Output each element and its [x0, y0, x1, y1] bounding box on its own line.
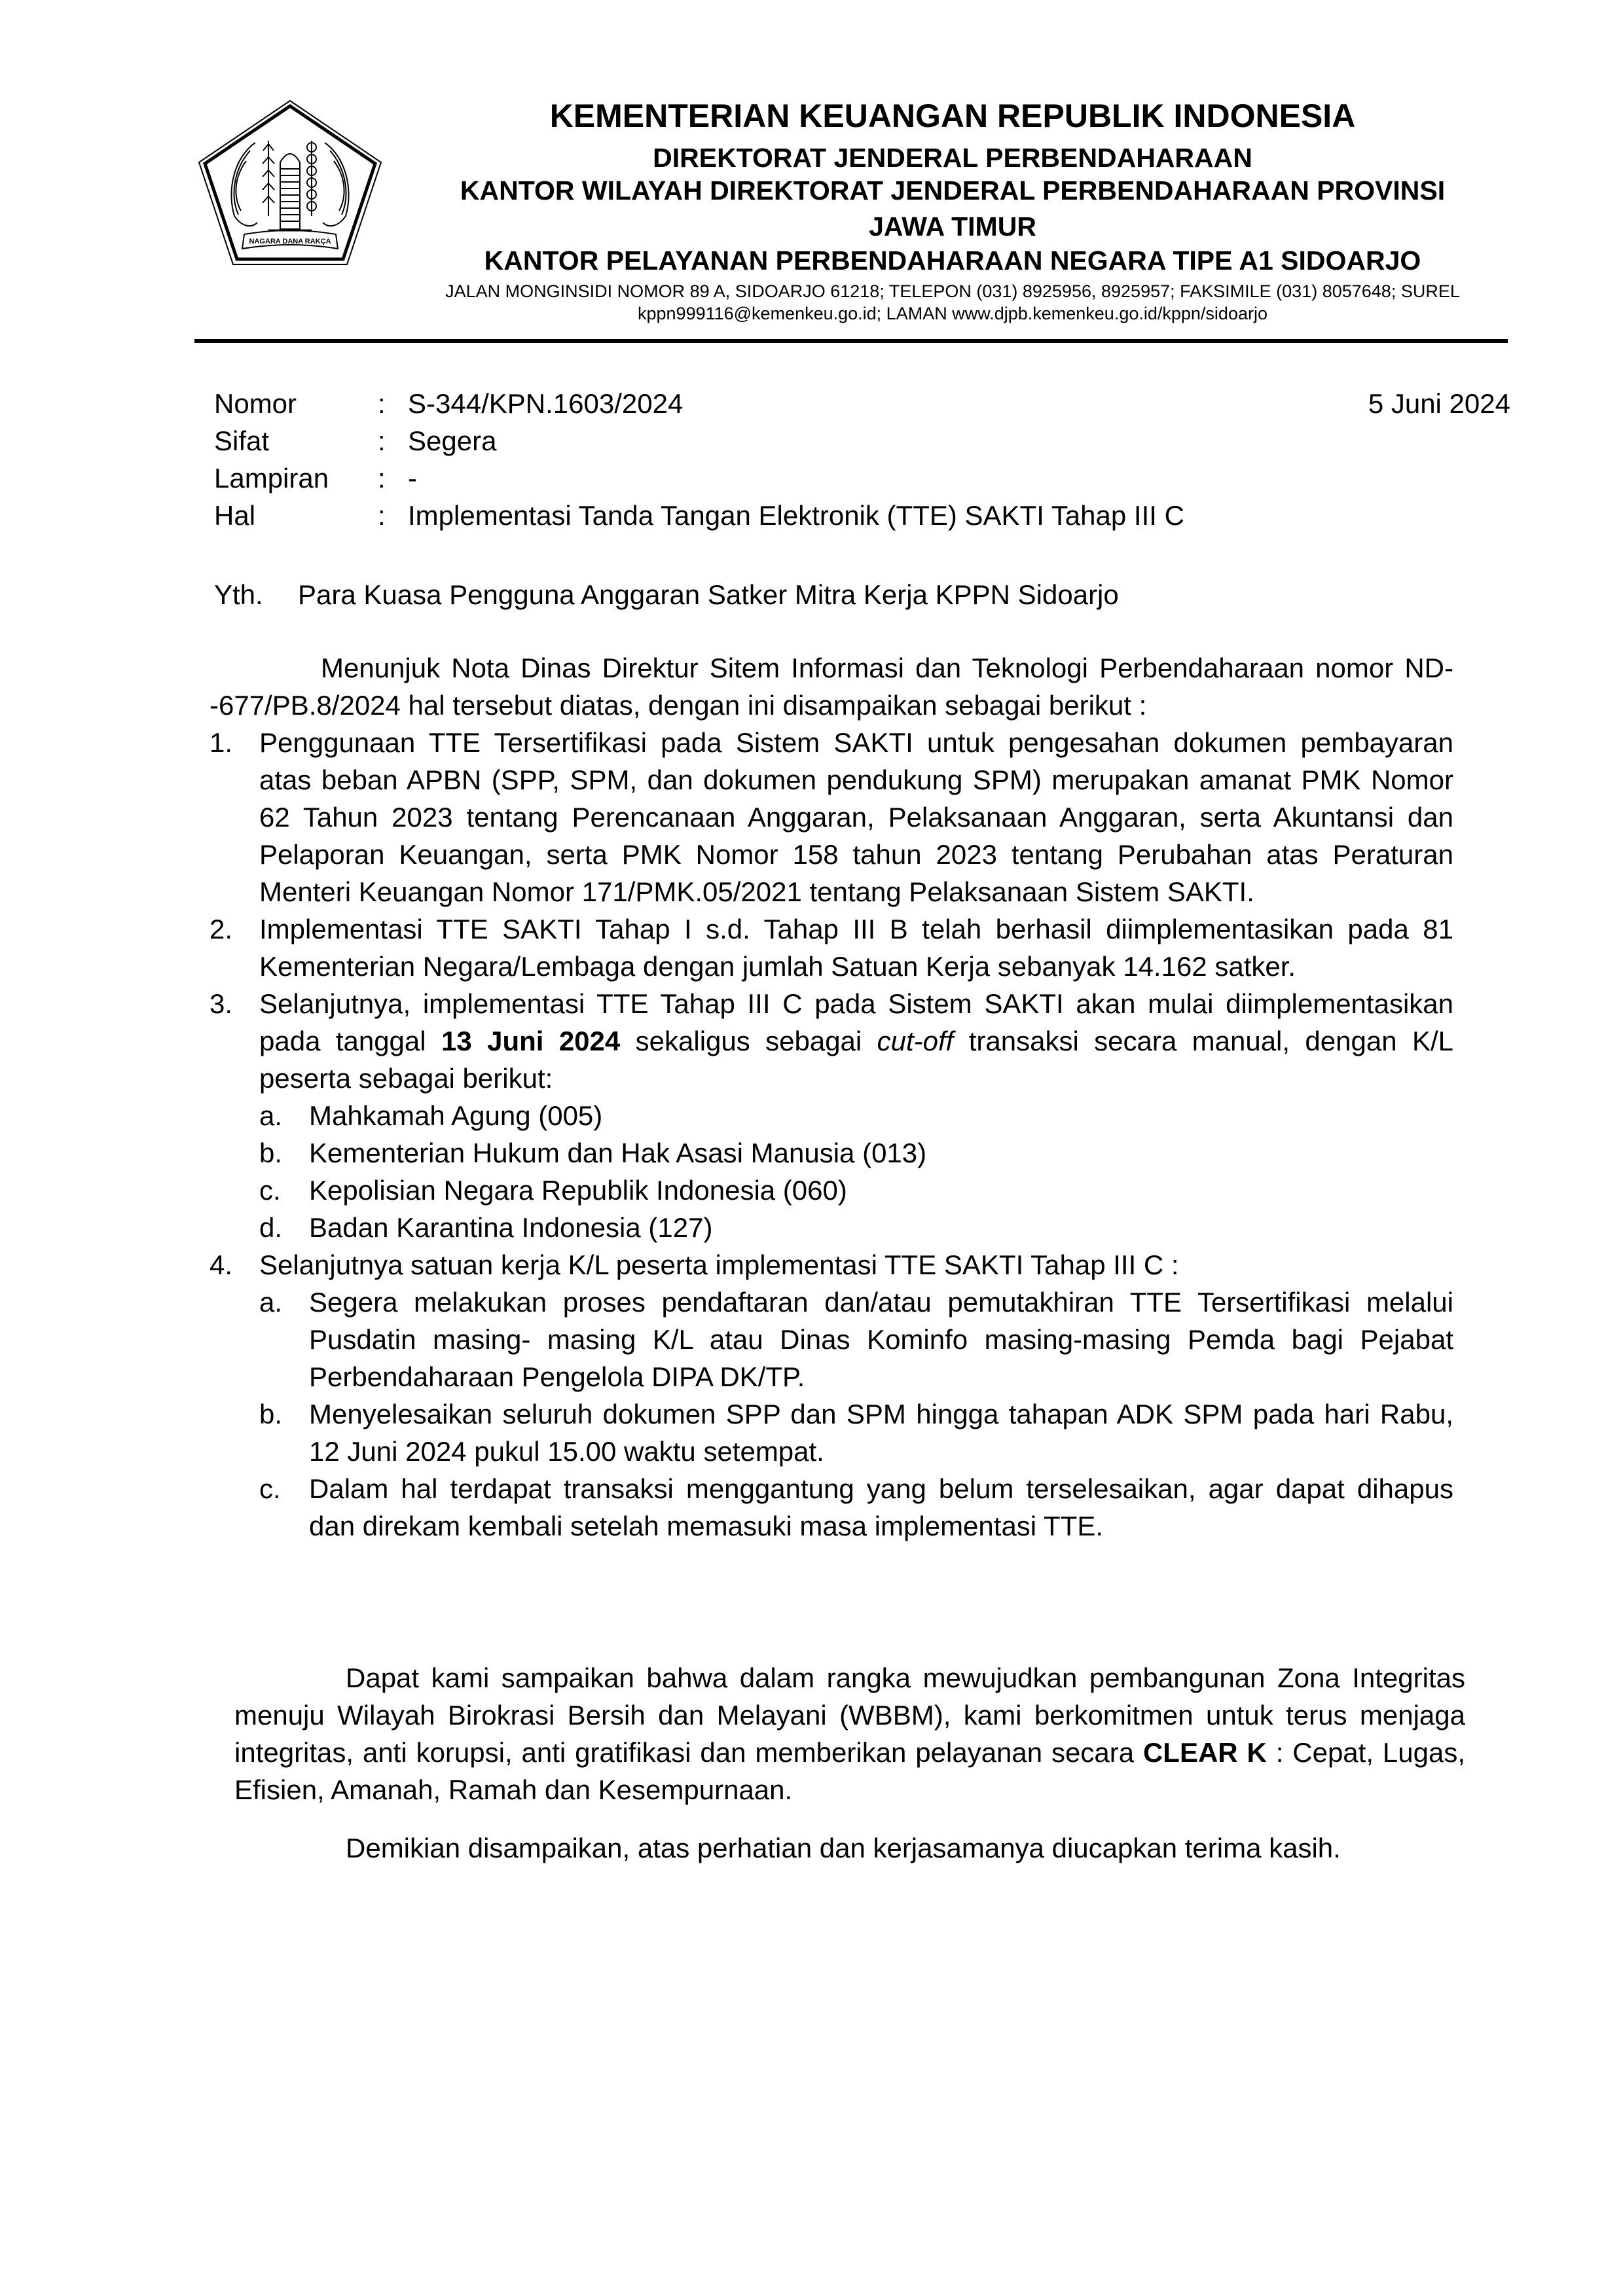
meta-row-lampiran	[214, 459, 1510, 497]
meta-colon: :	[378, 425, 386, 456]
intro-paragraph: Menunjuk Nota Dinas Direktur Sitem Informasi dan Teknologi Perbendaharaan nomor ND--677/PB.8/2024 hal tersebut diatas, dengan ini disampaikan sebagai berikut :	[210, 653, 1453, 721]
text-segment: sekaligus sebagai	[620, 1026, 877, 1056]
sub-list-text: Kepolisian Negara Republik Indonesia (060)	[309, 1175, 847, 1206]
text-segment: transaksi secara manual, dengan K/L peserta sebagai berikut:	[259, 1026, 1453, 1094]
sub-list-text: Kementerian Hukum dan Hak Asasi Manusia (013)	[309, 1138, 927, 1168]
letterhead-ministry: KEMENTERIAN KEUANGAN REPUBLIK INDONESIA	[549, 98, 1356, 134]
addressee	[214, 576, 1119, 613]
letterhead-province: JAWA TIMUR	[869, 211, 1036, 242]
text-segment: Dapat kami sampaikan bahwa dalam rangka mewujudkan pembangunan Zona Integritas menuju Wilayah Birokrasi Bersih dan Melayani (WBBM), kami berkomitmen untuk terus menjaga integritas, anti korupsi, anti gratifikasi dan memberikan pelayanan secara	[234, 1662, 1465, 1768]
meta-colon: :	[378, 500, 386, 531]
points-list	[210, 724, 1453, 1545]
sub-list-letter: a.	[259, 1287, 283, 1318]
sub-list-text: Segera melakukan proses pendaftaran dan/atau pemutakhiran TTE Tersertifikasi melalui Pusdatin masing- masing K/L atau Dinas Kominfo masing-masing Pemda bagi Pejabat Perbendaharaan Pengelola DIPA DK/TP.	[309, 1287, 1453, 1392]
sub-list-letter: d.	[259, 1212, 283, 1243]
list-number: 1.	[210, 727, 233, 758]
list-item	[210, 985, 1453, 1246]
letterhead-address: JALAN MONGINSIDI NOMOR 89 A, SIDOARJO 61218; TELEPON (031) 8925956, 8925957; FAKSIMILE (031) 8057648; SUREL	[445, 281, 1460, 301]
letter-subject: Implementasi Tanda Tangan Elektronik (TTE) SAKTI Tahap III C	[408, 500, 1184, 531]
text-segment: Selanjutnya, implementasi TTE Tahap III C pada Sistem SAKTI akan mulai diimplementasikan pada tanggal	[259, 988, 1453, 1056]
actions-list	[259, 1283, 1453, 1545]
cutoff-date: 13 Juni 2024	[441, 1026, 621, 1056]
list-text: Implementasi TTE SAKTI Tahap I s.d. Tahap III B telah berhasil diimplementasikan pada 81 Kementerian Negara/Lembaga dengan jumlah Satuan Kerja sebanyak 14.162 satker.	[259, 914, 1453, 982]
meta-label: Nomor	[214, 388, 297, 419]
sub-list-item	[259, 1395, 1453, 1470]
sub-list-text: Mahkamah Agung (005)	[309, 1100, 603, 1131]
sub-list-item	[259, 1172, 1453, 1209]
sub-list-item	[259, 1134, 1453, 1172]
sub-list-letter: c.	[259, 1175, 281, 1206]
closing-paragraph-integrity	[234, 1659, 1465, 1808]
list-text: Penggunaan TTE Tersertifikasi pada Sistem SAKTI untuk pengesahan dokumen pembayaran atas beban APBN (SPP, SPM, dan dokumen pendukung SPM) merupakan amanat PMK Nomor 62 Tahun 2023 tentang Perencanaan Anggaran, Pelaksanaan Anggaran, serta Akuntansi dan Pelaporan Keuangan, serta PMK Nomor 158 tahun 2023 tentang Perubahan atas Peraturan Menteri Keuangan Nomor 171/PMK.05/2021 tentang Pelaksanaan Sistem SAKTI.	[259, 727, 1453, 907]
meta-label: Lampiran	[214, 463, 329, 493]
sub-list-item	[259, 1283, 1453, 1395]
list-text	[259, 988, 1453, 1094]
list-item	[210, 910, 1453, 985]
list-item	[210, 724, 1453, 910]
letter-date: 5 Juni 2024	[1368, 388, 1510, 419]
sub-list-letter: b.	[259, 1399, 283, 1429]
meta-row-hal	[214, 497, 1510, 534]
meta-colon: :	[378, 388, 386, 419]
participants-list	[259, 1097, 1453, 1246]
clear-k-term: CLEAR K	[1142, 1737, 1267, 1768]
cutoff-term: cut-off	[877, 1026, 954, 1056]
letterhead-kppn: KANTOR PELAYANAN PERBENDAHARAAN NEGARA TIPE A1 SIDOARJO	[484, 245, 1421, 276]
list-item	[210, 1246, 1453, 1545]
text-segment: : Cepat, Lugas, Efisien, Amanah, Ramah dan Kesempurnaan.	[234, 1737, 1465, 1805]
letterhead-regional-office: KANTOR WILAYAH DIREKTORAT JENDERAL PERBENDAHARAAN PROVINSI	[460, 175, 1446, 206]
letterhead-contact: kppn999116@kemenkeu.go.id; LAMAN www.djpb.kemenkeu.go.id/kppn/sidoarjo	[638, 304, 1267, 323]
meta-label: Sifat	[214, 425, 270, 456]
sub-list-text: Dalam hal terdapat transaksi menggantung yang belum terselesaikan, agar dapat dihapus dan direkam kembali setelah memasuki masa implementasi TTE.	[309, 1473, 1453, 1541]
list-number: 2.	[210, 914, 233, 944]
sub-list-item	[259, 1470, 1453, 1545]
kemenkeu-emblem-icon	[195, 98, 385, 268]
sub-list-letter: b.	[259, 1138, 283, 1168]
letter-body	[210, 649, 1453, 1545]
meta-label: Hal	[214, 500, 256, 531]
sub-list-text: Badan Karantina Indonesia (127)	[309, 1212, 713, 1243]
sub-list-item	[259, 1097, 1453, 1134]
list-number: 4.	[210, 1249, 233, 1280]
letter-metadata	[214, 385, 1510, 534]
sub-list-letter: c.	[259, 1473, 281, 1504]
letter-attachment: -	[408, 463, 417, 493]
letter-number: S-344/KPN.1603/2024	[408, 388, 684, 419]
meta-colon: :	[378, 463, 386, 493]
letter-nature: Segera	[408, 425, 497, 456]
logo-motto: NAGARA DANA RAKÇA	[249, 238, 331, 245]
sub-list-item	[259, 1209, 1453, 1246]
letterhead-directorate: DIREKTORAT JENDERAL PERBENDAHARAAN	[653, 143, 1252, 173]
addressee-label: Yth.	[214, 579, 263, 610]
closing-paragraph-thanks: Demikian disampaikan, atas perhatian dan kerjasamanya diucapkan terima kasih.	[346, 1833, 1341, 1863]
addressee-value: Para Kuasa Pengguna Anggaran Satker Mitra Kerja KPPN Sidoarjo	[298, 579, 1119, 610]
sub-list-letter: a.	[259, 1100, 283, 1131]
meta-row-sifat	[214, 422, 1510, 459]
letterhead-divider	[194, 339, 1508, 343]
sub-list-text: Menyelesaikan seluruh dokumen SPP dan SPM hingga tahapan ADK SPM pada hari Rabu, 12 Juni 2024 pukul 15.00 waktu setempat.	[309, 1399, 1453, 1467]
list-number: 3.	[210, 988, 233, 1019]
meta-row-nomor	[214, 385, 1510, 422]
list-text: Selanjutnya satuan kerja K/L peserta implementasi TTE SAKTI Tahap III C :	[259, 1249, 1179, 1280]
